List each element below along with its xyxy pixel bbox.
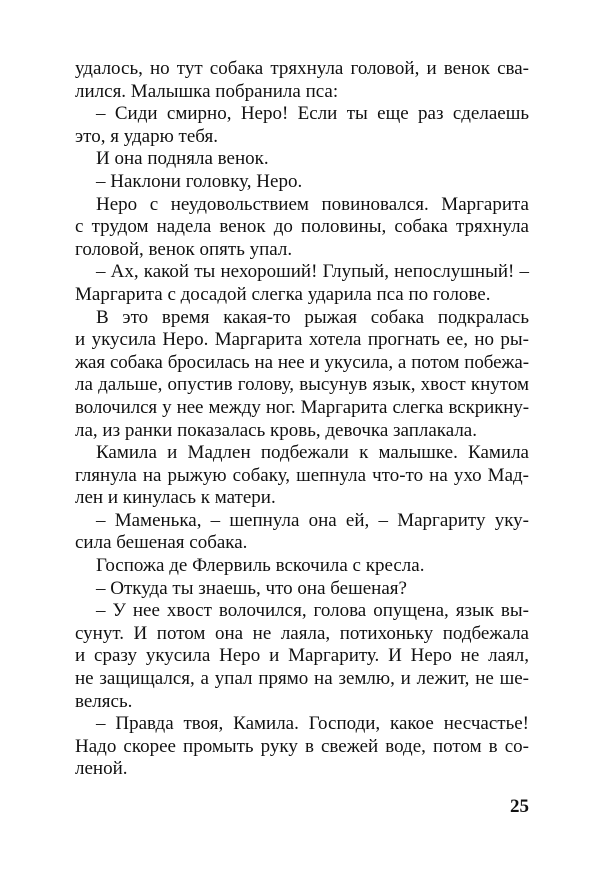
text-line: – Правда твоя, Камила. Господи, какое несчастье! [96, 713, 529, 735]
page-number: 25 [510, 796, 529, 817]
text-line: ла, из ранки показалась кровь, девочка заплакала. [75, 419, 477, 441]
text-line: Камила и Мадлен подбежали к малышке. Камила [96, 442, 529, 464]
text-line: леной. [75, 758, 128, 780]
text-line: – Сиди смирно, Неро! Если ты еще раз сделаешь [96, 103, 529, 125]
text-line: жая собака бросилась на нее и укусила, а потом побежа- [75, 351, 529, 373]
page-body-text [75, 58, 529, 781]
text-line: сунут. И потом она не лаяла, потихоньку подбежала [75, 622, 529, 644]
text-line: головой, венок опять упал. [75, 238, 293, 260]
text-line: – Маменька, – шепнула она ей, – Маргариту уку- [96, 509, 529, 531]
text-line: глянула на рыжую собаку, шепнула что-то на ухо Мад- [75, 464, 529, 486]
text-line: велясь. [75, 690, 133, 712]
text-line: волочился у нее между ног. Маргарита слегка вскрикну- [75, 396, 529, 418]
text-line: Госпожа де Флервиль вскочила с кресла. [96, 555, 425, 577]
text-line: В это время какая-то рыжая собака подкралась [96, 306, 529, 328]
text-line: И она подняла венок. [96, 148, 269, 170]
text-line: удалось, но тут собака тряхнула головой, и венок сва- [75, 58, 529, 79]
text-line: с трудом надела венок до половины, собака тряхнула [75, 216, 529, 238]
text-line: это, я ударю тебя. [75, 125, 218, 147]
text-line: – Ах, какой ты нехороший! Глупый, непослушный! – [96, 261, 529, 283]
text-line: Маргарита с досадой слегка ударила пса по голове. [75, 283, 491, 305]
text-line: сила бешеная собака. [75, 532, 248, 554]
text-line: – Откуда ты знаешь, что она бешеная? [96, 577, 407, 599]
text-line: лен и кинулась к матери. [75, 487, 276, 509]
text-line: и сразу укусила Неро и Маргариту. И Неро не лаял, [75, 645, 529, 667]
text-line: лился. Малышка побранила пса: [75, 80, 339, 102]
text-line: ла дальше, опустив голову, высунув язык, хвост кнутом [75, 374, 529, 396]
text-line: и укусила Неро. Маргарита хотела прогнать ее, но ры- [75, 329, 529, 351]
text-line: не защищался, а упал прямо на землю, и лежит, не ше- [75, 668, 529, 690]
text-line: Надо скорее промыть руку в свежей воде, потом в со- [75, 735, 529, 757]
text-line: Неро с неудовольствием повиновался. Маргарита [96, 193, 529, 215]
text-line: – Наклони головку, Неро. [96, 170, 303, 192]
text-line: – У нее хвост волочился, голова опущена, язык вы- [96, 600, 529, 622]
